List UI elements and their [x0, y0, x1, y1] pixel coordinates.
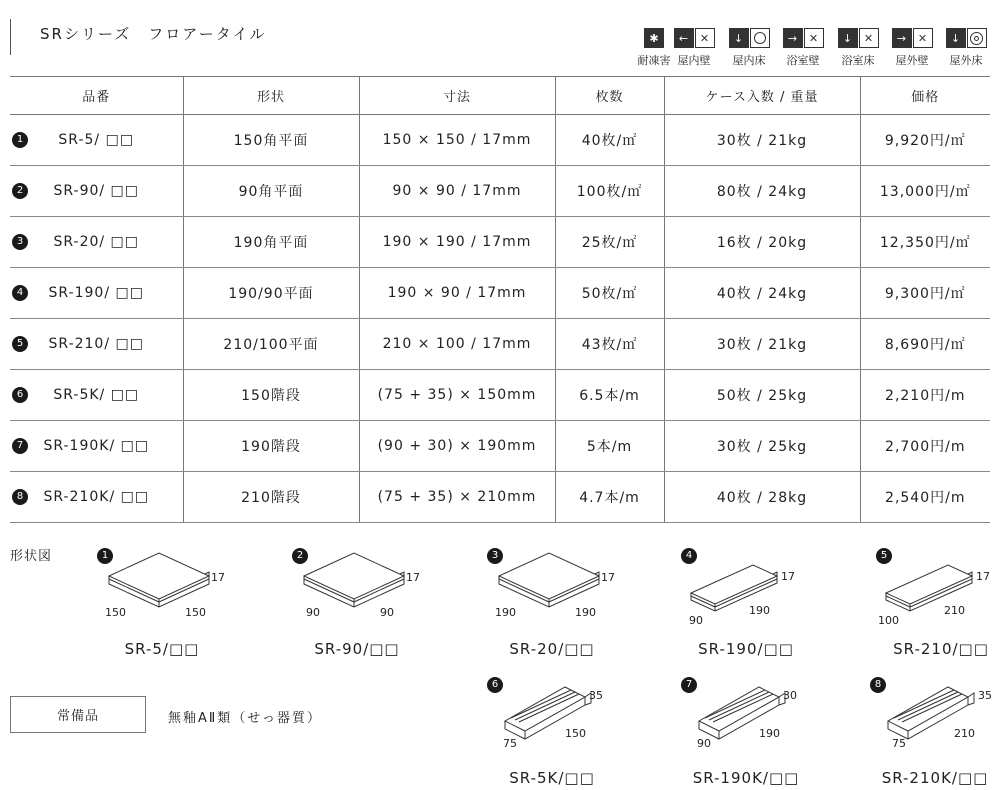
bathroom-wall-icon: → [783, 28, 803, 48]
qty-cell: 6.5本/m [555, 370, 664, 421]
usage-label: 屋外床 [949, 54, 983, 67]
item-number-badge: 8 [870, 677, 886, 693]
product-code: SR-5K/ □□ [53, 387, 140, 403]
series-title: SRシリーズ フロアータイル [40, 25, 267, 43]
usage-legend [626, 27, 994, 71]
item-number-badge: 1 [97, 548, 113, 564]
dimension-depth: 90 [689, 614, 703, 627]
dimension-width: 210 [954, 727, 975, 740]
indoor-wall-icon: ← [674, 28, 694, 48]
tile-figure [681, 548, 811, 658]
figure-label: SR-210/□□ [893, 640, 989, 658]
shape-cell: 190角平面 [183, 217, 359, 268]
tile-figure [870, 677, 1000, 787]
tile-figure [876, 548, 1000, 658]
table-row [10, 217, 990, 268]
product-code-cell [10, 370, 183, 421]
table-row [10, 268, 990, 319]
shape-cell: 150角平面 [183, 115, 359, 166]
dimension-width: 190 [759, 727, 780, 740]
figure-label: SR-190K/□□ [692, 769, 800, 787]
shape-diagram-heading: 形状図 [10, 549, 53, 564]
case-cell: 40枚 / 28kg [664, 472, 860, 523]
price-cell: 13,000円/㎡ [860, 166, 990, 217]
size-cell: (75 + 35) × 150mm [359, 370, 555, 421]
dimension-width: 210 [944, 604, 965, 617]
material-classification: 無釉AⅡ類（せっ器質） [168, 711, 323, 726]
indoor-floor-icon: ↓ [729, 28, 749, 48]
outdoor-wall-icon: → [892, 28, 912, 48]
usage-label: 屋外壁 [895, 54, 929, 67]
size-cell: 190 × 90 / 17mm [359, 268, 555, 319]
usage-indoor-wall [666, 27, 722, 68]
item-number-badge: 5 [12, 336, 28, 352]
product-code-cell [10, 472, 183, 523]
item-number-badge: 2 [292, 548, 308, 564]
dimension-depth: 75 [503, 737, 517, 750]
stock-item-label: 常備品 [10, 696, 146, 733]
item-number-badge: 4 [681, 548, 697, 564]
flat-square-tile-drawing [97, 548, 227, 638]
item-number-badge: 1 [12, 132, 28, 148]
case-cell: 30枚 / 21kg [664, 115, 860, 166]
dimension-depth: 150 [105, 606, 126, 619]
qty-cell: 40枚/㎡ [555, 115, 664, 166]
header-price: 価格 [860, 77, 990, 115]
shape-cell: 210/100平面 [183, 319, 359, 370]
product-code: SR-190/ □□ [48, 285, 144, 301]
qty-cell: 100枚/㎡ [555, 166, 664, 217]
series-title-bar [10, 19, 11, 55]
size-cell: (75 + 35) × 210mm [359, 472, 555, 523]
usage-bathroom-wall [775, 27, 831, 68]
usage-bathroom-floor [830, 27, 886, 68]
table-row [10, 421, 990, 472]
dimension-thickness: 17 [601, 571, 615, 584]
product-code-cell [10, 217, 183, 268]
shape-cell: 190階段 [183, 421, 359, 472]
header-qty: 枚数 [555, 77, 664, 115]
case-cell: 16枚 / 20kg [664, 217, 860, 268]
dimension-depth: 100 [878, 614, 899, 627]
item-number-badge: 3 [487, 548, 503, 564]
usage-outdoor-floor [938, 27, 994, 68]
shape-cell: 210階段 [183, 472, 359, 523]
usage-indoor-floor [721, 27, 777, 68]
size-cell: 210 × 100 / 17mm [359, 319, 555, 370]
case-cell: 80枚 / 24kg [664, 166, 860, 217]
product-code-cell [10, 319, 183, 370]
dimension-width: 90 [380, 606, 394, 619]
case-cell: 30枚 / 25kg [664, 421, 860, 472]
figure-label: SR-5/□□ [124, 640, 200, 658]
usage-label: 屋内壁 [677, 54, 711, 67]
item-number-badge: 7 [12, 438, 28, 454]
product-code: SR-20/ □□ [53, 234, 140, 250]
item-number-badge: 6 [12, 387, 28, 403]
not-suitable-icon: ✕ [695, 28, 715, 48]
tile-figure [487, 677, 617, 787]
usage-label: 屋内床 [732, 54, 766, 67]
dimension-height: 30 [783, 689, 797, 702]
suitable-icon [750, 28, 770, 48]
figure-label: SR-210K/□□ [881, 769, 989, 787]
size-cell: (90 + 30) × 190mm [359, 421, 555, 472]
product-code: SR-90/ □□ [53, 183, 140, 199]
bathroom-floor-icon: ↓ [838, 28, 858, 48]
qty-cell: 25枚/㎡ [555, 217, 664, 268]
product-code: SR-5/ □□ [58, 132, 135, 148]
qty-cell: 43枚/㎡ [555, 319, 664, 370]
tile-figure [292, 548, 422, 658]
usage-label: 浴室壁 [786, 54, 820, 67]
not-suitable-icon: ✕ [913, 28, 933, 48]
dimension-thickness: 17 [211, 571, 225, 584]
spec-table [10, 76, 990, 523]
price-cell: 9,300円/㎡ [860, 268, 990, 319]
size-cell: 90 × 90 / 17mm [359, 166, 555, 217]
dimension-depth: 75 [892, 737, 906, 750]
dimension-height: 35 [589, 689, 603, 702]
case-cell: 50枚 / 25kg [664, 370, 860, 421]
header-case: ケース入数 / 重量 [664, 77, 860, 115]
figure-label: SR-20/□□ [509, 640, 595, 658]
dimension-width: 190 [575, 606, 596, 619]
price-cell: 9,920円/㎡ [860, 115, 990, 166]
product-code-cell [10, 166, 183, 217]
frost-resistance-icon: ✱ [644, 28, 664, 48]
not-suitable-icon: ✕ [804, 28, 824, 48]
qty-cell: 50枚/㎡ [555, 268, 664, 319]
flat-square-tile-drawing [487, 548, 617, 638]
header-size: 寸法 [359, 77, 555, 115]
flat-square-tile-drawing [292, 548, 422, 638]
dimension-depth: 90 [697, 737, 711, 750]
case-cell: 30枚 / 21kg [664, 319, 860, 370]
dimension-width: 190 [749, 604, 770, 617]
figure-label: SR-190/□□ [698, 640, 794, 658]
price-cell: 2,700円/m [860, 421, 990, 472]
dimension-thickness: 17 [781, 570, 795, 583]
table-row [10, 166, 990, 217]
dimension-thickness: 17 [976, 570, 990, 583]
dimension-depth: 90 [306, 606, 320, 619]
case-cell: 40枚 / 24kg [664, 268, 860, 319]
not-suitable-icon: ✕ [859, 28, 879, 48]
table-row [10, 319, 990, 370]
table-row [10, 472, 990, 523]
usage-outdoor-wall [884, 27, 940, 68]
table-header-row [10, 77, 990, 115]
shape-cell: 190/90平面 [183, 268, 359, 319]
price-cell: 2,540円/m [860, 472, 990, 523]
price-cell: 12,350円/㎡ [860, 217, 990, 268]
table-row [10, 370, 990, 421]
product-code: SR-190K/ □□ [43, 438, 150, 454]
price-cell: 2,210円/m [860, 370, 990, 421]
dimension-height: 35 [978, 689, 992, 702]
product-code: SR-210/ □□ [48, 336, 144, 352]
highly-suitable-icon [967, 28, 987, 48]
qty-cell: 5本/m [555, 421, 664, 472]
header-code: 品番 [10, 77, 183, 115]
shape-cell: 150階段 [183, 370, 359, 421]
figure-label: SR-90/□□ [314, 640, 400, 658]
tile-figure [487, 548, 617, 658]
product-code-cell [10, 115, 183, 166]
tile-figure [681, 677, 811, 787]
item-number-badge: 5 [876, 548, 892, 564]
size-cell: 190 × 190 / 17mm [359, 217, 555, 268]
dimension-depth: 190 [495, 606, 516, 619]
product-code: SR-210K/ □□ [43, 489, 150, 505]
item-number-badge: 8 [12, 489, 28, 505]
dimension-thickness: 17 [406, 571, 420, 584]
product-code-cell [10, 268, 183, 319]
usage-label: 耐凍害 [637, 54, 671, 67]
qty-cell: 4.7本/m [555, 472, 664, 523]
item-number-badge: 4 [12, 285, 28, 301]
size-cell: 150 × 150 / 17mm [359, 115, 555, 166]
table-row [10, 115, 990, 166]
item-number-badge: 3 [12, 234, 28, 250]
figure-label: SR-5K/□□ [509, 769, 595, 787]
product-code-cell [10, 421, 183, 472]
item-number-badge: 7 [681, 677, 697, 693]
item-number-badge: 6 [487, 677, 503, 693]
dimension-width: 150 [185, 606, 206, 619]
price-cell: 8,690円/㎡ [860, 319, 990, 370]
header-shape: 形状 [183, 77, 359, 115]
shape-cell: 90角平面 [183, 166, 359, 217]
dimension-width: 150 [565, 727, 586, 740]
item-number-badge: 2 [12, 183, 28, 199]
tile-figure [97, 548, 227, 658]
usage-label: 浴室床 [841, 54, 875, 67]
outdoor-floor-icon: ↓ [946, 28, 966, 48]
